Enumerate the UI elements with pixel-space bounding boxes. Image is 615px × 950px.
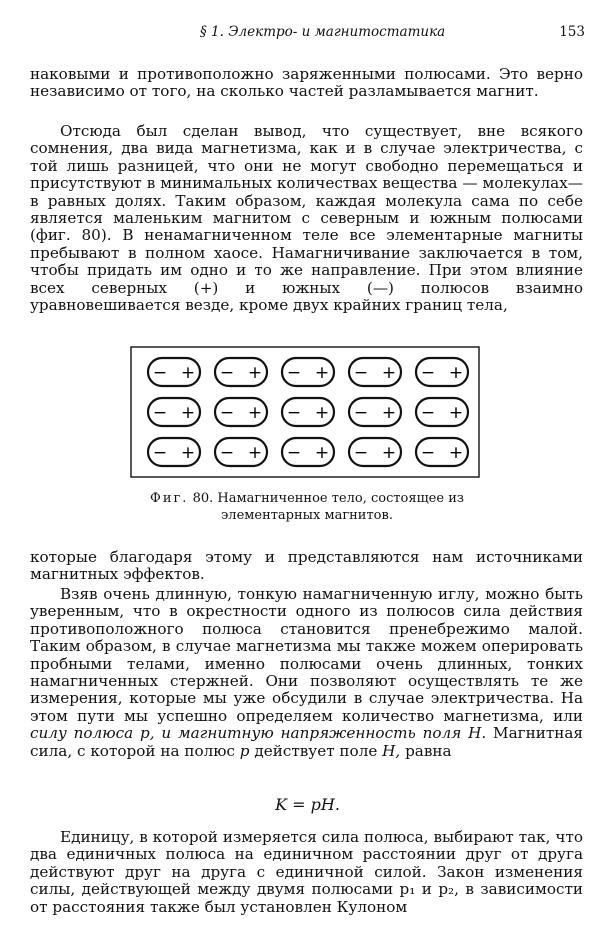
p4-text-a: Взяв очень длинную, тонкую намагниченную иглу, можно быть уверенным, что в окрестности одного из полюсов сила действия противоположного полюса становится пренебрежимо малой. Таким образом, в случае магнетизма мы также можем оперировать пробными телами, именно полюсами очень длинных, тонких намагниченных стержней. Они позволяют осуществлять те же измерения, которые мы уже обсудили в случае электричества. На этом пути мы успешно определяем количество магнетизма, или — [30, 585, 583, 725]
paragraph-5: Единицу, в которой измеряется сила полюса, выбирают так, что два единичных полюса на единичном расстоянии друг от друга действуют друг на друга с единичной силой. Закон изменения силы, действующей между двумя полюсами p₁ и p₂, в зависимости от расстояния также был установлен Кулоном — [30, 828, 583, 916]
elementary-magnets — [148, 358, 468, 466]
north-pole-plus: + — [314, 363, 330, 383]
south-pole-minus: − — [353, 363, 369, 383]
elementary-magnet — [148, 358, 200, 386]
p4-text-b: Магнитная сила, с которой на полюс — [30, 724, 583, 760]
section-title: § 1. Электро- и магнитостатика — [200, 24, 446, 40]
figure-caption-text: 80. Намагниченное тело, состоящее из элементарных магнитов. — [192, 491, 464, 523]
south-pole-minus: − — [152, 403, 168, 423]
elementary-magnet — [349, 398, 401, 426]
south-pole-minus: − — [152, 363, 168, 383]
running-header — [30, 24, 585, 44]
elementary-magnet — [282, 438, 334, 466]
north-pole-plus: + — [180, 443, 196, 463]
elementary-magnet — [148, 398, 200, 426]
elementary-magnet — [282, 358, 334, 386]
south-pole-minus: − — [286, 443, 302, 463]
north-pole-plus: + — [247, 403, 263, 423]
south-pole-minus: − — [353, 403, 369, 423]
north-pole-plus: + — [448, 363, 464, 383]
p4-italic-p: p — [239, 741, 250, 760]
south-pole-minus: − — [219, 443, 235, 463]
north-pole-plus: + — [381, 443, 397, 463]
figure-caption-label: Фиг. — [150, 491, 189, 506]
p4-italic-h: H, — [382, 741, 401, 760]
south-pole-minus: − — [152, 443, 168, 463]
south-pole-minus: − — [420, 363, 436, 383]
paragraph-4 — [30, 586, 583, 760]
formula-k-equals-ph: K = pH. — [275, 795, 340, 814]
north-pole-plus: + — [381, 403, 397, 423]
paragraph-3: которые благодаря этому и представляются нам источниками магнитных эффектов. — [30, 548, 583, 584]
elementary-magnet — [349, 358, 401, 386]
p4-text-d: равна — [400, 741, 452, 760]
p4-text-c: действует поле — [249, 741, 383, 760]
elementary-magnet — [416, 398, 468, 426]
south-pole-minus: − — [353, 443, 369, 463]
north-pole-plus: + — [448, 443, 464, 463]
figure-80-magnetized-body — [130, 346, 480, 478]
north-pole-plus: + — [314, 403, 330, 423]
elementary-magnet — [148, 438, 200, 466]
north-pole-plus: + — [247, 443, 263, 463]
p4-italic-terms: силу полюса p, и магнитную напряженность поля H. — [30, 724, 487, 743]
figure-caption — [132, 490, 482, 524]
south-pole-minus: − — [286, 403, 302, 423]
south-pole-minus: − — [420, 403, 436, 423]
north-pole-plus: + — [314, 443, 330, 463]
elementary-magnet — [349, 438, 401, 466]
north-pole-plus: + — [448, 403, 464, 423]
elementary-magnet — [416, 358, 468, 386]
south-pole-minus: − — [286, 363, 302, 383]
page-number: 153 — [559, 24, 585, 40]
elementary-magnet — [215, 398, 267, 426]
elementary-magnet — [215, 438, 267, 466]
south-pole-minus: − — [219, 363, 235, 383]
elementary-magnet — [416, 438, 468, 466]
north-pole-plus: + — [180, 403, 196, 423]
south-pole-minus: − — [219, 403, 235, 423]
north-pole-plus: + — [381, 363, 397, 383]
south-pole-minus: − — [420, 443, 436, 463]
paragraph-1: наковыми и противоположно заряженными полюсами. Это верно независимо от того, на сколько частей разламывается магнит. — [30, 65, 583, 101]
elementary-magnet — [282, 398, 334, 426]
north-pole-plus: + — [247, 363, 263, 383]
paragraph-2: Отсюда был сделан вывод, что существует, вне всякого сомнения, два вида магнетизма, как и в случае электричества, с той лишь разницей, что они не могут свободно перемещаться и присутствуют в минимальных количествах вещества — молекулах— в равных долях. Таким образом, каждая молекула сама по себе является маленьким магнитом с северным и южным полюсами (фиг. 80). В ненамагниченном теле все элементарные магниты пребывают в полном хаосе. Намагничивание заключается в том, чтобы придать им одно и то же направление. При этом влияние всех северных (+) и южных (—) полюсов взаимно уравновешивается везде, кроме двух крайних границ тела, — [30, 122, 583, 315]
elementary-magnet — [215, 358, 267, 386]
north-pole-plus: + — [180, 363, 196, 383]
